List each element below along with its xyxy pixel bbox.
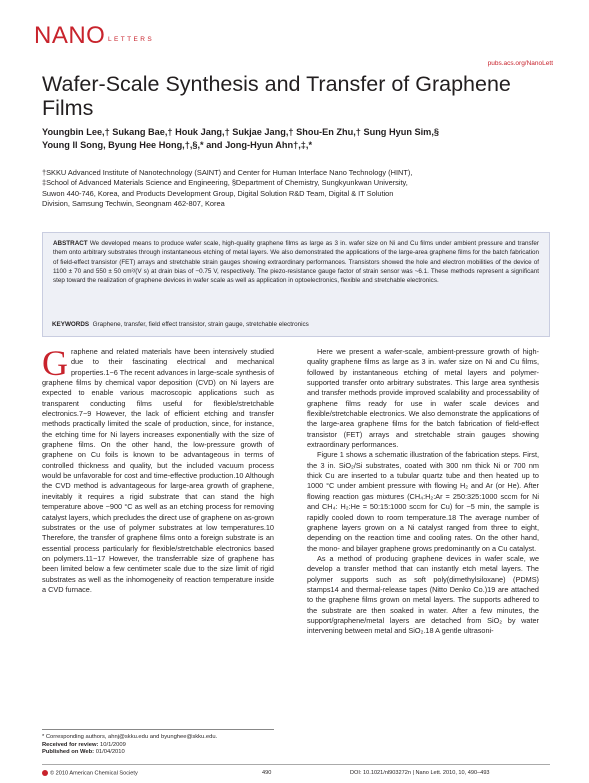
- drop-cap: G: [42, 343, 68, 383]
- published-date: [42, 749, 274, 757]
- abstract-label: ABSTRACT: [53, 240, 88, 247]
- received-label: Received for review:: [42, 741, 99, 748]
- received-date: [42, 742, 274, 750]
- body-paragraph: Figure 1 shows a schematic illustration of the fabrication steps. First, the 3 in. SiO₂/Si substrates, coated with 300 nm thick Ni or 700 nm thick Cu are inserted to a tubular quartz tube and then heated up to 1000 °C under ambient pressure with flowing H₂ and Ar (or He). After flowing reaction gas mixtures (CH₄:H₂:Ar = 250:325:1000 sccm for Ni and CH₄: H₂:He = 50:15:1000 sccm for Cu) for ~5 min, the sample is rapidly cooled down to room temperature.18 The average number of graphene layers grown on a Ni catalyst ranged from three to eight, depending on the reaction time and cooling rates. On the other hand, the mono- and bilayer graphene grows predominantly on a Cu catalyst.: [307, 450, 539, 553]
- affiliation-line: Division, Samsung Techwin, Seongnam 462-807, Korea: [42, 199, 225, 209]
- author-line: Young Il Song, Byung Hee Hong,†,§,* and Jong-Hyun Ahn†,‡,*: [42, 139, 313, 150]
- copyright-text: © 2010 American Chemical Society: [50, 770, 138, 777]
- paper-title: Wafer-Scale Synthesis and Transfer of Graphene Films: [42, 72, 511, 120]
- affiliations: [42, 168, 552, 210]
- body-paragraph: [42, 343, 274, 595]
- footer-rule: [42, 764, 550, 765]
- journal-logo: [34, 22, 164, 52]
- received-value: 10/1/2009: [100, 741, 126, 748]
- abstract-text: We developed means to produce wafer scale, high-quality graphene films as large as 3 in. wafer size on Ni and Cu films under ambient pressure and transfer them onto arbitrary substrates through instantaneous etching of metal layers. We also demonstrated the applications of the large-area graphene films for the batch fabrication of field-effect transistor (FET) arrays and stretchable strain gauges showing extraordinary performances. Transistors showed the hole and electron mobilities of the device of 1100 ± 70 and 550 ± 50 cm²/(V s) at drain bias of −0.75 V, respectively. The piezo-resistance gauge factor of strain sensor was ~6.1. These methods represent a significant step toward the realization of graphene devices in wafer scale as well as application in optoelectronics, flexible and stretchable electronics.: [53, 240, 540, 285]
- journal-url-link[interactable]: pubs.acs.org/NanoLett: [487, 60, 553, 67]
- copyright: [42, 770, 138, 776]
- body-paragraph: Here we present a wafer-scale, ambient-pressure growth of high-quality graphene films as large as 3 in. wafer size on Ni and Cu films, followed by instantaneous etching of metal layers and polymer-supported transfer onto arbitrary substrates. This large area synthesis and transfer methods provide improved scalability and processability of graphene films ready for use in wafer scale devices and flexible/stretchable electronics. We also demonstrate the applications of the large-area graphene films for the batch fabrication of field-effect transistor (FET) arrays and stretchable strain gauges showing extraordinary performances.: [307, 347, 539, 450]
- footnote: [42, 729, 274, 757]
- affiliation-line: Suwon 440-746, Korea, and Products Development Group, Digital Solution R&D Team, Digital & IT Solution: [42, 188, 394, 198]
- author-line: Youngbin Lee,† Sukang Bae,† Houk Jang,† Sukjae Jang,† Shou-En Zhu,† Sung Hyun Sim,§: [42, 127, 440, 137]
- doi-citation[interactable]: DOI: 10.1021/nl903272n | Nano Lett. 2010, 10, 490–493: [350, 770, 490, 776]
- body-paragraph: As a method of producing graphene devices in wafer scale, we develop a transfer method that can instantly etch metal layers. The polymer supports such as soft poly(dimethylsiloxane) (PDMS) stamps14 and thermal-release tapes (Nitto Denko Co.)19 are attached to the graphene films grown on metal layers. The supports adhered to the substrate are then soaked in water. After a few minutes, the support/graphene/metal layers are detached from SiO₂ by water intervening between metal and SiO₂.18 A gentle ultrasoni-: [307, 553, 539, 636]
- affiliation-line: ‡School of Advanced Materials Science and Engineering, §Department of Chemistry, Sungkyunkwan University,: [42, 178, 408, 188]
- keywords: [52, 321, 309, 328]
- body-column-left: [42, 343, 274, 595]
- affiliation-line: †SKKU Advanced Institute of Nanotechnology (SAINT) and Center for Human Interface Nano Technology (HINT),: [42, 168, 413, 177]
- body-text: raphene and related materials have been intensively studied due to their fascinating electrical and mechanical properties.1−6 The recent advances in large-scale synthesis of graphene films by chemical vapor deposition (CVD) on Ni layers are expected to enable various macroscopic applications such as transparent conducting films useful for flexible/stretchable electronics.7−9 However, the lack of efficient etching and transfer methods practically limited the scale of production, since, for instance, the etching time for Ni layers increases exponentially with the size of graphene films. On the other hand, the low-pressure growth of graphene on Cu foils is known to be advantageous in terms of controlled thickness and quality, but the included vacuum process would be unfavorable for cost and time-effective production.10 Although the CVD method is advantageous for large-area growth of graphene, inevitably it requires a rigid substrate that can stand the high temperature above ~900 °C as well as an etching process for removing catalyst layers, which precludes the direct use of graphene on as-grown substrates or the use of polymer substrates at low temperatures.10 Therefore, the transfer of graphene films onto a foreign substrate is an essential process particularly for flexible/stretchable electronics based on polymers.11−17 However, the transferrable size of graphene has been limited below a few centimeter scale due to the size limit of rigid substrates as well as the inhomogeneity of reaction temperature inside a CVD furnace.: [42, 347, 274, 594]
- keywords-text: Graphene, transfer, field effect transistor, strain gauge, stretchable electronics: [92, 321, 309, 328]
- keywords-label: KEYWORDS: [52, 321, 90, 328]
- logo-main-text: NANO: [34, 22, 106, 49]
- acs-logo-icon: [42, 770, 48, 776]
- page-number: 490: [262, 770, 272, 776]
- published-value: 01/04/2010: [95, 749, 125, 756]
- logo-sub-text: LETTERS: [108, 36, 155, 43]
- body-column-right: [307, 347, 539, 637]
- page-footer: [42, 770, 550, 780]
- published-label: Published on Web:: [42, 749, 95, 756]
- corresponding-authors: * Corresponding authors, ahnj@skku.edu and byunghee@skku.edu.: [42, 734, 218, 740]
- author-list: [42, 126, 562, 151]
